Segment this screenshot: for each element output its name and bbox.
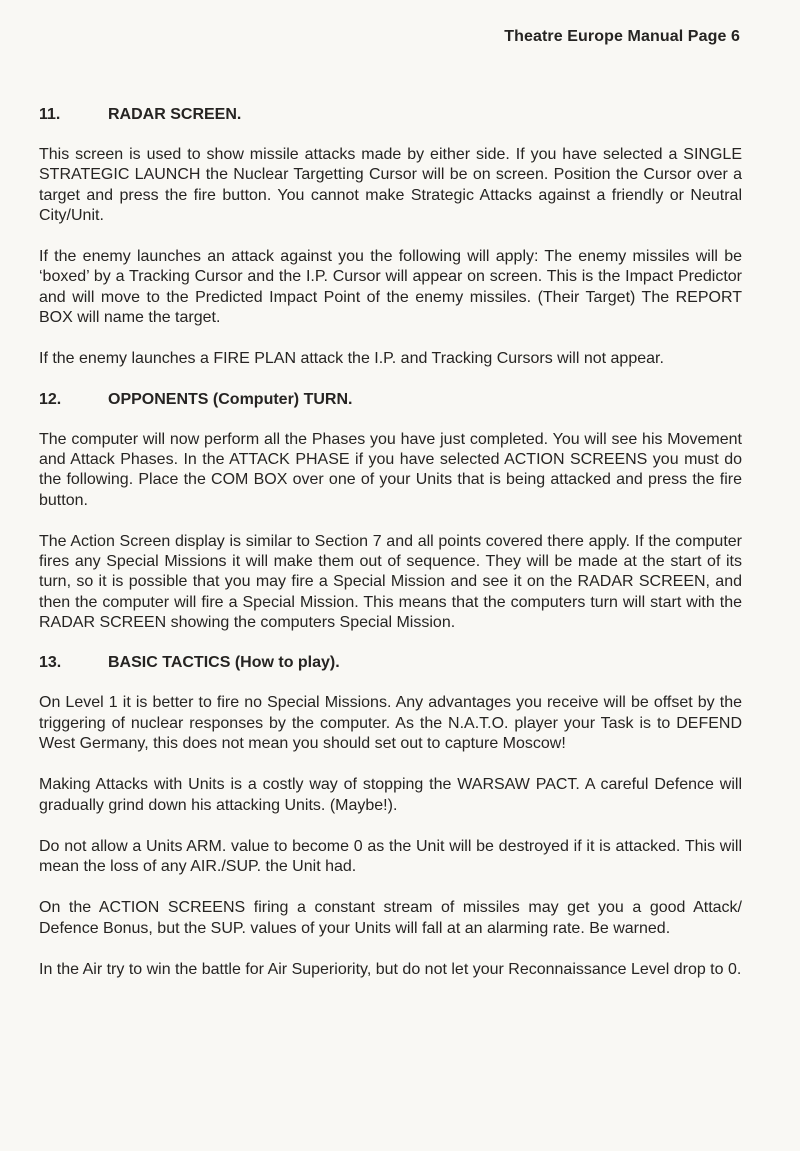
section-number: 11. — [39, 106, 61, 123]
paragraph: In the Air try to win the battle for Air Superiority, but do not let your Reconnaissance Level drop to 0. — [39, 961, 742, 979]
paragraph: This screen is used to show missile attacks made by either side. If you have selected a SINGLE STRATEGIC LAUNCH the Nuclear Targetting Cursor will be on screen. Position the Cursor over a target and press the fire button. You cannot make Strategic Attacks against a friendly or Neutral City/Unit. — [39, 146, 742, 224]
page-header: Theatre Europe Manual Page 6 — [504, 28, 740, 45]
section-heading-basic-tactics — [39, 654, 742, 672]
paragraph: If the enemy launches a FIRE PLAN attack the I.P. and Tracking Cursors will not appear. — [39, 350, 664, 368]
paragraph: Making Attacks with Units is a costly way of stopping the WARSAW PACT. A careful Defence will gradually grind down his attacking Units. (Maybe!). — [39, 776, 742, 814]
section-heading-opponents-turn — [39, 391, 742, 409]
section-title: RADAR SCREEN. — [108, 106, 242, 123]
paragraph: The computer will now perform all the Phases you have just completed. You will see his Movement and Attack Phases. In the ATTACK PHASE if you have selected ACTION SCREENS you must do the following. Place the COM BOX over one of your Units that is being attacked and press the fire button. — [39, 430, 742, 509]
paragraph: Do not allow a Units ARM. value to become 0 as the Unit will be destroyed if it is attacked. This will mean the loss of any AIR./SUP. the Unit had. — [39, 837, 742, 876]
page-content — [39, 106, 742, 1001]
section-title: OPPONENTS (Computer) TURN. — [108, 390, 353, 408]
paragraph: The Action Screen display is similar to Section 7 and all points covered there apply. If the computer fires any Special Missions it will make them out of sequence. They will be made at the start of its turn, so it is possible that you may fire a Special Mission and see it on the RADAR SCREEN, and then the computer will fire a Special Mission. This means that the computers turn will start with the RADAR SCREEN showing the computers Special Mission. — [39, 532, 742, 632]
section-number: 12. — [39, 390, 62, 408]
paragraph: On the ACTION SCREENS firing a constant stream of missiles may get you a good Attack/ Defence Bonus, but the SUP. values of your Units will fall at an alarming rate. Be warned. — [39, 899, 742, 937]
paragraph: If the enemy launches an attack against you the following will apply: The enemy missiles will be ‘boxed’ by a Tracking Cursor and the I.P. Cursor will appear on screen. This is the Impact Predictor and will move to the Predicted Impact Point of the enemy missiles. (Their Target) The REPORT BOX will name the target. — [39, 248, 742, 327]
section-number: 13. — [39, 654, 62, 672]
section-title: BASIC TACTICS (How to play). — [108, 654, 340, 672]
paragraph: On Level 1 it is better to fire no Special Missions. Any advantages you receive will be offset by the triggering of nuclear responses by the computer. As the N.A.T.O. player your Task is to DEFEND West Germany, this does not mean you should set out to capture Moscow! — [39, 694, 742, 752]
section-heading-radar-screen — [39, 106, 742, 124]
